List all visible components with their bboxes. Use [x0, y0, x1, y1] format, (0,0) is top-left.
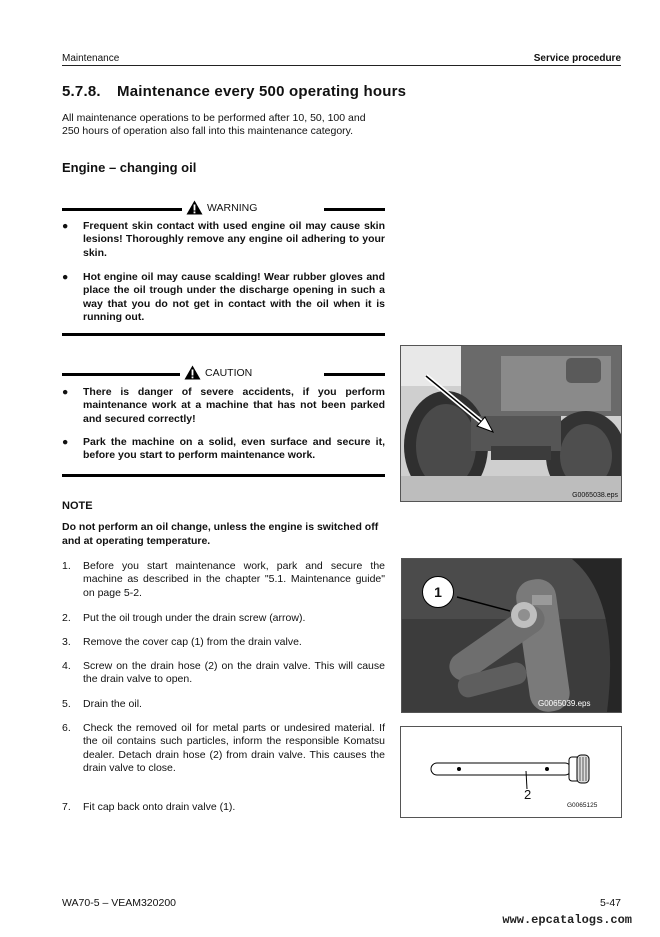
callout-1: 1	[422, 576, 454, 608]
section-number: 5.7.8.	[62, 83, 101, 100]
caution-block	[62, 365, 385, 477]
warning-item: ● Frequent skin contact with used engine oil may cause skin lesions! Thoroughly remove any engine oil adhering to your skin.	[62, 220, 385, 259]
figure-drain-valve-photo	[401, 558, 622, 713]
figure-drain-hose-drawing	[400, 726, 622, 818]
warning-triangle-icon	[184, 365, 201, 380]
caution-item: ● There is danger of severe accidents, if you perform maintenance work at a machine that has not been parked and secured correctly!	[62, 386, 385, 425]
caution-label: CAUTION	[205, 366, 253, 379]
note-text: Do not perform an oil change, unless the engine is switched off and at operating temperature.	[62, 521, 379, 547]
warning-triangle-icon	[186, 200, 203, 215]
figure-caption: G0065125	[567, 802, 598, 809]
caution-item: ● Park the machine on a solid, even surface and secure it, before you start to perform maintenance work.	[62, 436, 385, 462]
section-title: Maintenance every 500 operating hours	[117, 83, 407, 100]
machine-photo-illustration	[401, 346, 621, 501]
warning-block	[62, 200, 385, 338]
header-rule	[62, 65, 621, 66]
footer-left: WA70-5 – VEAM320200	[62, 897, 177, 909]
footer-watermark: www.epcatalogs.com	[502, 913, 632, 927]
callout-2: 2	[524, 787, 532, 802]
warning-item: ● Hot engine oil may cause scalding! Wear rubber gloves and place the oil trough under the discharge opening in such a way that you do not get in contact with the oil when it is running out.	[62, 271, 385, 323]
figure-caption: G0065039.eps	[538, 699, 591, 708]
figure-caption: G0065038.eps	[572, 492, 618, 499]
footer-page-number: 5-47	[599, 897, 621, 909]
figure-machine-photo	[400, 345, 622, 502]
header-left: Maintenance	[62, 53, 120, 64]
subheading: Engine – changing oil	[62, 160, 197, 175]
intro-text: All maintenance operations to be performed after 10, 50, 100 and 250 hours of operation also fall into this maintenance category.	[62, 112, 366, 137]
warning-label: WARNING	[207, 201, 258, 214]
note-title: NOTE	[62, 500, 93, 512]
header-right: Service procedure	[533, 53, 621, 64]
